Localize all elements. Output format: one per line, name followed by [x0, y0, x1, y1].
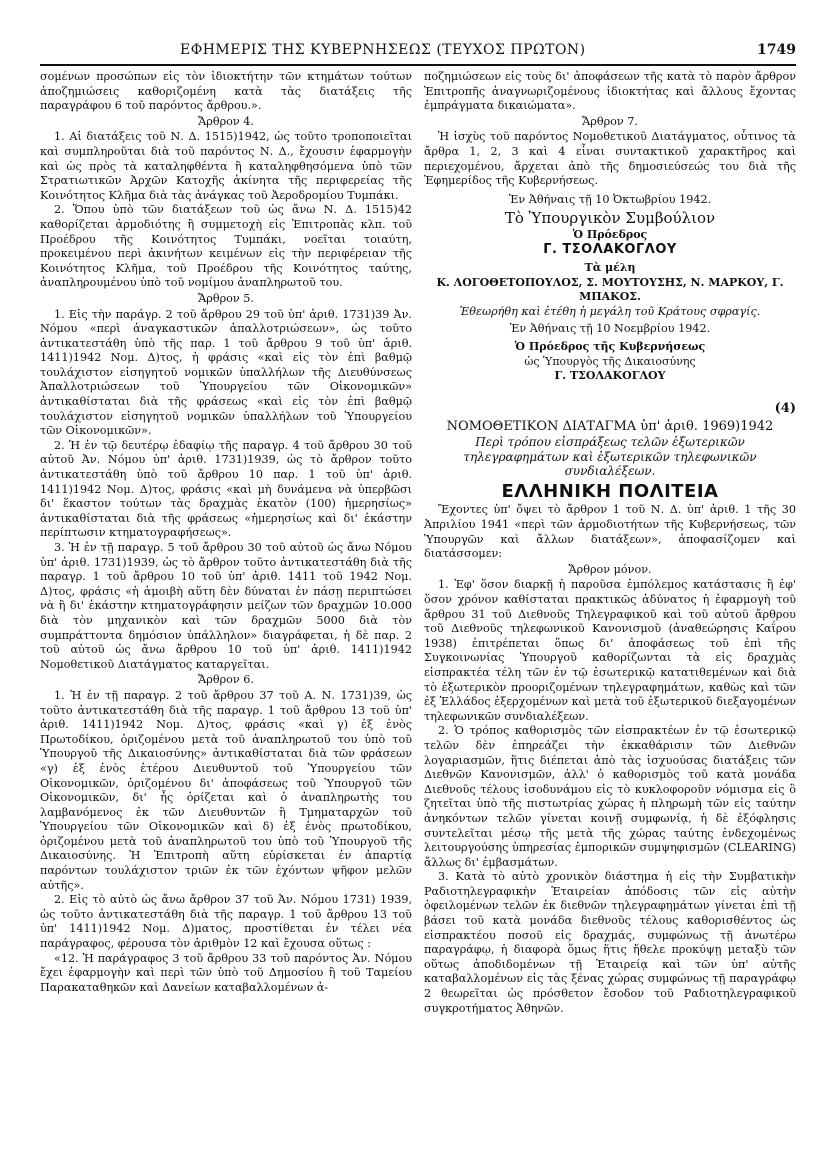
header-rule: [40, 64, 796, 66]
signature-name: Γ. ΤΣΟΛΑΚΟΓΛΟΥ: [554, 369, 666, 383]
paragraph: 1. Αἱ διατάξεις τοῦ Ν. Δ. 1515)1942, ὡς τοῦτο τροποποιεῖται καὶ συμπληροῦται διὰ τοῦ παρόντος Ν. Δ., ἔχουσιν ἐφαρμογὴν καὶ ὡς πρὸς τὰ καταληφθέντα ἢ καταληφθησόμενα ὑπὸ τῶν Στρατιωτικῶν Ἀρχῶν Κατοχῆς ἀκίνητα τῆς περιφερείας τῆς Κοινότητος Κλῆμα διὰ τὰς ἀνάγκας τοῦ Ἀεροδρομίου Τυμπάκι.: [40, 130, 412, 202]
date-line: Ἐν Ἀθήναις τῇ 10 Νοεμβρίου 1942.: [509, 321, 711, 335]
right-column: [424, 70, 796, 1016]
gazette-title: ΕΦΗΜΕΡΙΣ ΤΗΣ ΚΥΒΕΡΝΗΣΕΩΣ (ΤΕΥΧΟΣ ΠΡΩΤΟΝ): [180, 42, 586, 58]
page-header: [40, 40, 796, 62]
article-heading: Ἄρθρον 7.: [582, 114, 638, 128]
paragraph: 3. Κατὰ τὸ αὐτὸ χρονικὸν διάστημα ἡ εἰς τὴν Συμβατικὴν Ραδιοτηλεγραφικὴν Ἑταιρείαν ἀπόδοσις τῶν εἰς αὐτὴν ὀφειλομένων τελῶν ἐκ διεθνῶν τηλεγραφημάτων γίνεται ἐπὶ τῇ βάσει τοῦ κατὰ μονάδα διεθνοῦς τέλους καθορισθέντος ὡς εἰσπρακτέου ποσοῦ εἰς δραχμάς, συμφώνως τῇ ἀνωτέρω παραγράφῳ, ἡ διαφορὰ ὅμως ἥτις ἤθελε προκύψῃ μεταξὺ τῶν οὕτως ἀποδιδομένων τῇ Ἑταιρείᾳ καὶ τῶν ὑπ' αὐτῆς καταβαλλομένων εἰς τὰς ξένας χώρας συμφώνως τῇ παραγράφῳ 2 θεωρεῖται ὡς πρόσθετον ἔσοδον τοῦ Ραδιοτηλεγραφικοῦ συγκροτήματος Ἀθηνῶν.: [424, 870, 796, 1015]
article-heading: Ἄρθρον 5.: [198, 291, 254, 305]
members-names: Κ. ΛΟΓΟΘΕΤΟΠΟΥΛΟΣ, Σ. ΜΟΥΤΟΥΣΗΣ, Ν. ΜΑΡΚΟΥ, Γ. ΜΠΑΚΟΣ.: [436, 275, 784, 304]
signature-role: ὡς Ὑπουργὸς τῆς Δικαιοσύνης: [524, 354, 696, 368]
council-heading: Τὸ Ὑπουργικὸν Συμβούλιον: [504, 209, 716, 228]
left-column: [40, 70, 412, 995]
paragraph: 1. Ἐφ' ὅσον διαρκῇ ἡ παροῦσα ἐμπόλεμος κατάστασις ἢ ἐφ' ὅσον χρόνον καθίσταται πρακτικῶς ἀδύνατος ἡ ἐφαρμογὴ τοῦ ἄρθρου 31 τοῦ Διεθνοῦς Τηλεγραφικοῦ καὶ τοῦ αὐτοῦ ἄρθρου τοῦ Διεθνοῦς τηλεφωνικοῦ Κανονισμοῦ (ἀναθεώρησις Καΐρου 1938) ἐπιτρέπεται ὅπως δι' ἀποφάσεως τοῦ ἐπὶ τῆς Συγκοινωνίας Ὑπουργοῦ καθορίζωνται τὰ εἰς δραχμὰς εἰσπρακτέα τέλη τῶν ἐν τῷ ἐσωτερικῷ κατατιθεμένων καὶ διὰ τὸ ἐξωτερικὸν προοριζομένων τηλεγραφημάτων, καθὼς καὶ τῶν ἐξ Ἑλλάδος ἐξερχομένων καὶ μετὰ τοῦ ἐξωτερικοῦ διεξαγομένων τηλεφωνικῶν συνδιαλέξεων.: [424, 578, 796, 723]
paragraph: 1. Ἡ ἐν τῇ παραγρ. 2 τοῦ ἄρθρου 37 τοῦ Α. Ν. 1731)39, ὡς τοῦτο ἀντικατεστάθη διὰ τῆς παραγρ. 1 τοῦ ἄρθρου 13 τοῦ ὑπ' ἀριθ. 1411)1942 Νομ. Δ)τος, φράσις «καὶ γ) ἐξ ἑνὸς Πρωτοδίκου, ὁριζομένου μετὰ τοῦ ἀναπληρωτοῦ του ὑπὸ τοῦ Ὑπουργοῦ τῆς Δικαιοσύνης» ἀντικαθίσταται διὰ τῶν φράσεων «γ) ἐξ ἑνὸς ἑτέρου Διευθυντοῦ τοῦ Ὑπουργείου τῶν Οἰκονομικῶν, ὁριζομένου δι' ἀποφάσεως τοῦ Ὑπουργοῦ τῶν Οἰκονομικῶν, δι' ἧς ὁρίζεται καὶ ὁ ἀναπληρωτὴς του λαμβανόμενος ἐκ τῶν Διευθυντῶν ἢ Τμηματαρχῶν τοῦ Ὑπουργείου τῶν Οἰκονομικῶν καὶ δ) ἐξ ἑνὸς πρωτοδίκου, ὁριζομένου μετὰ τοῦ ἀναπληρωτοῦ του ὑπὸ τοῦ Ὑπουργοῦ τῆς Δικαιοσύνης. Ἡ Ἐπιτροπὴ αὕτη εὑρίσκεται ἐν ἀπαρτίᾳ παρόντων τουλάχιστον τριῶν ἐκ τῶν ἐχόντων ψῆφον μελῶν αὐτῆς».: [40, 688, 412, 892]
paragraph: 2. Ὁ τρόπος καθορισμὸς τῶν εἰσπρακτέων ἐν τῷ ἐσωτερικῷ τελῶν δὲν ἐπηρεάζει τὴν ἐκκαθάρισιν τῶν Διεθνῶν λογαριασμῶν, ἥτις διέπεται ἀπὸ τὰς ἰσχυούσας διατάξεις τῶν Διεθνῶν Κανονισμῶν, ἀλλ' ὁ καθορισμὸς τοῦ κατὰ μονάδα Διεθνοῦς τέλους ἰσοδυνάμου εἰς τὸ κυκλοφοροῦν νόμισμα εἰς ὃ ζητεῖται ὑπὸ τῆς πιστωτρίας χώρας ἡ πληρωμὴ τῶν εἰς ταύτην ἀνηκόντων τελῶν γίνεται κοινῇ συμφωνίᾳ, ἡ δὲ ἐξόφλησις συντελεῖται μέσῳ τῆς μετὰ τῆς χώρας ταύτης ἐνδεχομένως λειτουργούσης ὑπηρεσίας ἐμπορικῶν συμψηφισμῶν (CLEARING) ἄλλως δι' ἐμβασμάτων.: [424, 724, 796, 869]
paragraph: «12. Ἡ παράγραφος 3 τοῦ ἄρθρου 33 τοῦ παρόντος Ἀν. Νόμου ἔχει ἐφαρμογὴν καὶ περὶ τῶν ὑπὸ τοῦ Δημοσίου ἢ τοῦ Ταμείου Παρακαταθηκῶν καὶ Δανείων καταβαλλομένων ἀ-: [40, 951, 412, 994]
paragraph: ποζημιώσεων εἰς τοὺς δι' ἀποφάσεων τῆς κατὰ τὸ παρὸν ἄρθρον Ἐπιτροπῆς ἀναγνωριζομένους ἰδιοκτήτας καὶ ἄλλους ἔχοντας ἐμπράγματα δικαιώματα».: [424, 70, 796, 113]
page-number: 1749: [757, 42, 796, 58]
paragraph: σομένων προσώπων εἰς τὸν ἰδιοκτήτην τῶν κτημάτων τούτων ἀποζημιώσεις καθοριζομένη κατὰ τὰς διατάξεις τῆς παραγράφου 6 τοῦ παρόντος ἄρθρου.».: [40, 70, 412, 113]
paragraph: 2. Ἡ ἐν τῷ δευτέρῳ ἐδαφίῳ τῆς παραγρ. 4 τοῦ ἄρθρου 30 τοῦ αὐτοῦ Ἀν. Νόμου ὑπ' ἀριθ. 1731)1939, ὡς τὸ ἄρθρον τοῦτο ἀντικατεστάθη ὑπὸ τοῦ ἄρθρου 10 παρ. 1 τοῦ ὑπ' ἀριθ. 1411)1942 Νομ. Δ)τος, φράσις «καὶ μὴ δυνάμενα νὰ ὑπερβῶσι δι' ἕκαστον τούτων τὰς δραχμὰς ἑκατὸν (100) ἡμερησίως» ἀντικαθίσταται διὰ τῆς φράσεως «ἡμερησίως καὶ δι' ἑκάστην περίπτωσιν κτηματογραφήσεως».: [40, 438, 412, 540]
paragraph: Ἔχοντες ὑπ' ὄψει τὸ ἄρθρον 1 τοῦ Ν. Δ. ὑπ' ἀριθ. 1 τῆς 30 Ἀπριλίου 1941 «περὶ τῶν ἁρμοδιοτήτων τῆς Κυβερνήσεως, τῶν Ὑπουργῶν καὶ ἄλλων διατάξεων», ἀποφασίζομεν καὶ διατάσσομεν:: [424, 503, 796, 561]
paragraph: 2. Ὅπου ὑπὸ τῶν διατάξεων τοῦ ὡς ἄνω Ν. Δ. 1515)42 καθορίζεται ἁρμοδιότης ἢ συμμετοχὴ εἰς Ἐπιτροπὰς κλπ. τοῦ Προέδρου τῆς Κοινότητος Τυμπάκι, νοεῖται τοιαύτη, προκειμένου περὶ ἀκινήτων κειμένων εἰς τὴν περιφέρειαν τῆς Κοινότητος Κλῆμα, τοῦ Προέδρου τῆς Κοινότητος ταύτης, ἀναπληρουμένου ὑπὸ τοῦ νομίμου ἀναπληρωτοῦ του.: [40, 203, 412, 290]
president-name: Γ. ΤΣΟΛΑΚΟΓΛΟΥ: [543, 241, 677, 257]
decree-subject: Περὶ τρόπου εἰσπράξεως τελῶν ἐξωτερικῶν τηλεγραφημάτων καὶ ἐξωτερικῶν τηλεφωνικῶν συνδιαλέξεων.: [463, 435, 757, 479]
paragraph: 3. Ἡ ἐν τῇ παραγρ. 5 τοῦ ἄρθρου 30 τοῦ αὐτοῦ ὡς ἄνω Νόμου ὑπ' ἀριθ. 1731)1939, ὡς τὸ ἄρθρον τοῦτο ἀντικατεστάθη διὰ τῆς παραγρ. 1 τοῦ ἄρθρου 10 τοῦ ὑπ' ἀριθ. 1411 τοῦ 1942 Νομ. Δ)τος, φράσις «ἡ ἀμοιβὴ αὕτη δὲν δύναται ἐν πάσῃ περιπτώσει νὰ ἢ δι' ἑκάστην κτηματογράφησιν μείζων τῶν δραχμῶν 10.000 διὰ τὸν μηχανικὸν καὶ τῶν δραχμῶν 5000 διὰ τὸν συμπράττοντα δημόσιον ὑπάλληλον» διαγράφεται, ἡ δὲ παρ. 2 τοῦ αὐτοῦ ὡς ἄνω ἄρθρου 10 τοῦ ὑπ' ἀριθ. 1411)1942 Νομοθετικοῦ Διατάγματος καταργεῖται.: [40, 541, 412, 671]
decree-title: ΝΟΜΟΘΕΤΙΚΟΝ ΔΙΑΤΑΓΜΑ ὑπ' ἀριθ. 1969)1942: [446, 419, 774, 435]
article-heading: Ἄρθρον μόνον.: [568, 562, 652, 576]
paragraph: 2. Εἰς τὸ αὐτὸ ὡς ἄνω ἄρθρον 37 τοῦ Ἀν. Νόμου 1731) 1939, ὡς τοῦτο ἀντικατεστάθη διὰ τῆς παραγρ. 1 τοῦ ἄρθρου 13 τοῦ ὑπ' 1411)1942 Νομ. Δ)ματος, προστίθεται ἐν τέλει νέα παράγραφος, φέρουσα τὸν ἀριθμὸν 12 καὶ ἔχουσα οὕτως :: [40, 893, 412, 951]
president-label: Ὁ Πρόεδρος: [572, 227, 648, 241]
signature-title: Ὁ Πρόεδρος τῆς Κυβερνήσεως: [514, 340, 706, 354]
article-heading: Ἄρθρον 6.: [198, 673, 254, 687]
article-heading: Ἄρθρον 4.: [198, 114, 254, 128]
document-number: (4): [774, 400, 796, 416]
paragraph: 1. Εἰς τὴν παράγρ. 2 τοῦ ἄρθρου 29 τοῦ ὑπ' ἀριθ. 1731)39 Ἀν. Νόμου «περὶ ἀναγκαστικῶν ἀπαλλοτριώσεων», ὡς τοῦτο ἀντικατεστάθη ὑπὸ τῆς παρ. 1 τοῦ ἄρθρου 9 τοῦ ὑπ' ἀριθ. 1411)1942 Νομ. Δ)τος, ἡ φράσις «καὶ εἰς τὸν ἐπὶ βαθμῷ τουλάχιστον εἰσηγητοῦ νομικῶν ὑπαλλήλων τῆς Διευθύνσεως Ἀπαλλοτριώσεων τοῦ Ὑπουργείου τῶν Οἰκονομικῶν» ἀντικαθίσταται διὰ τῆς φράσεως «καὶ εἰς τὸν ἐπὶ βαθμῷ τουλάχιστον εἰσηγητοῦ νομικῶν ὑπαλλήλων τοῦ Ὑπουργείου τῶν Οἰκονομικῶν».: [40, 307, 412, 438]
paragraph: Ἡ ἰσχὺς τοῦ παρόντος Νομοθετικοῦ Διατάγματος, οὗτινος τὰ ἄρθρα 1, 2, 3 καὶ 4 εἶναι συντακτικοῦ χαρακτῆρος καὶ περιεχομένου, ἄρχεται ἀπὸ τῆς δημοσιεύσεώς του διὰ τῆς Ἐφημερίδος τῆς Κυβερνήσεως.: [424, 130, 796, 188]
members-label: Τὰ μέλη: [584, 261, 636, 275]
date-line: Ἐν Ἀθήναις τῇ 10 Ὀκτωβρίου 1942.: [508, 192, 712, 206]
state-heading: ΕΛΛΗΝΙΚΗ ΠΟΛΙΤΕΙΑ: [501, 480, 719, 502]
seal-line: Ἐθεωρήθη καὶ ἐτέθη ἡ μεγάλη τοῦ Κράτους σφραγίς.: [459, 304, 761, 318]
